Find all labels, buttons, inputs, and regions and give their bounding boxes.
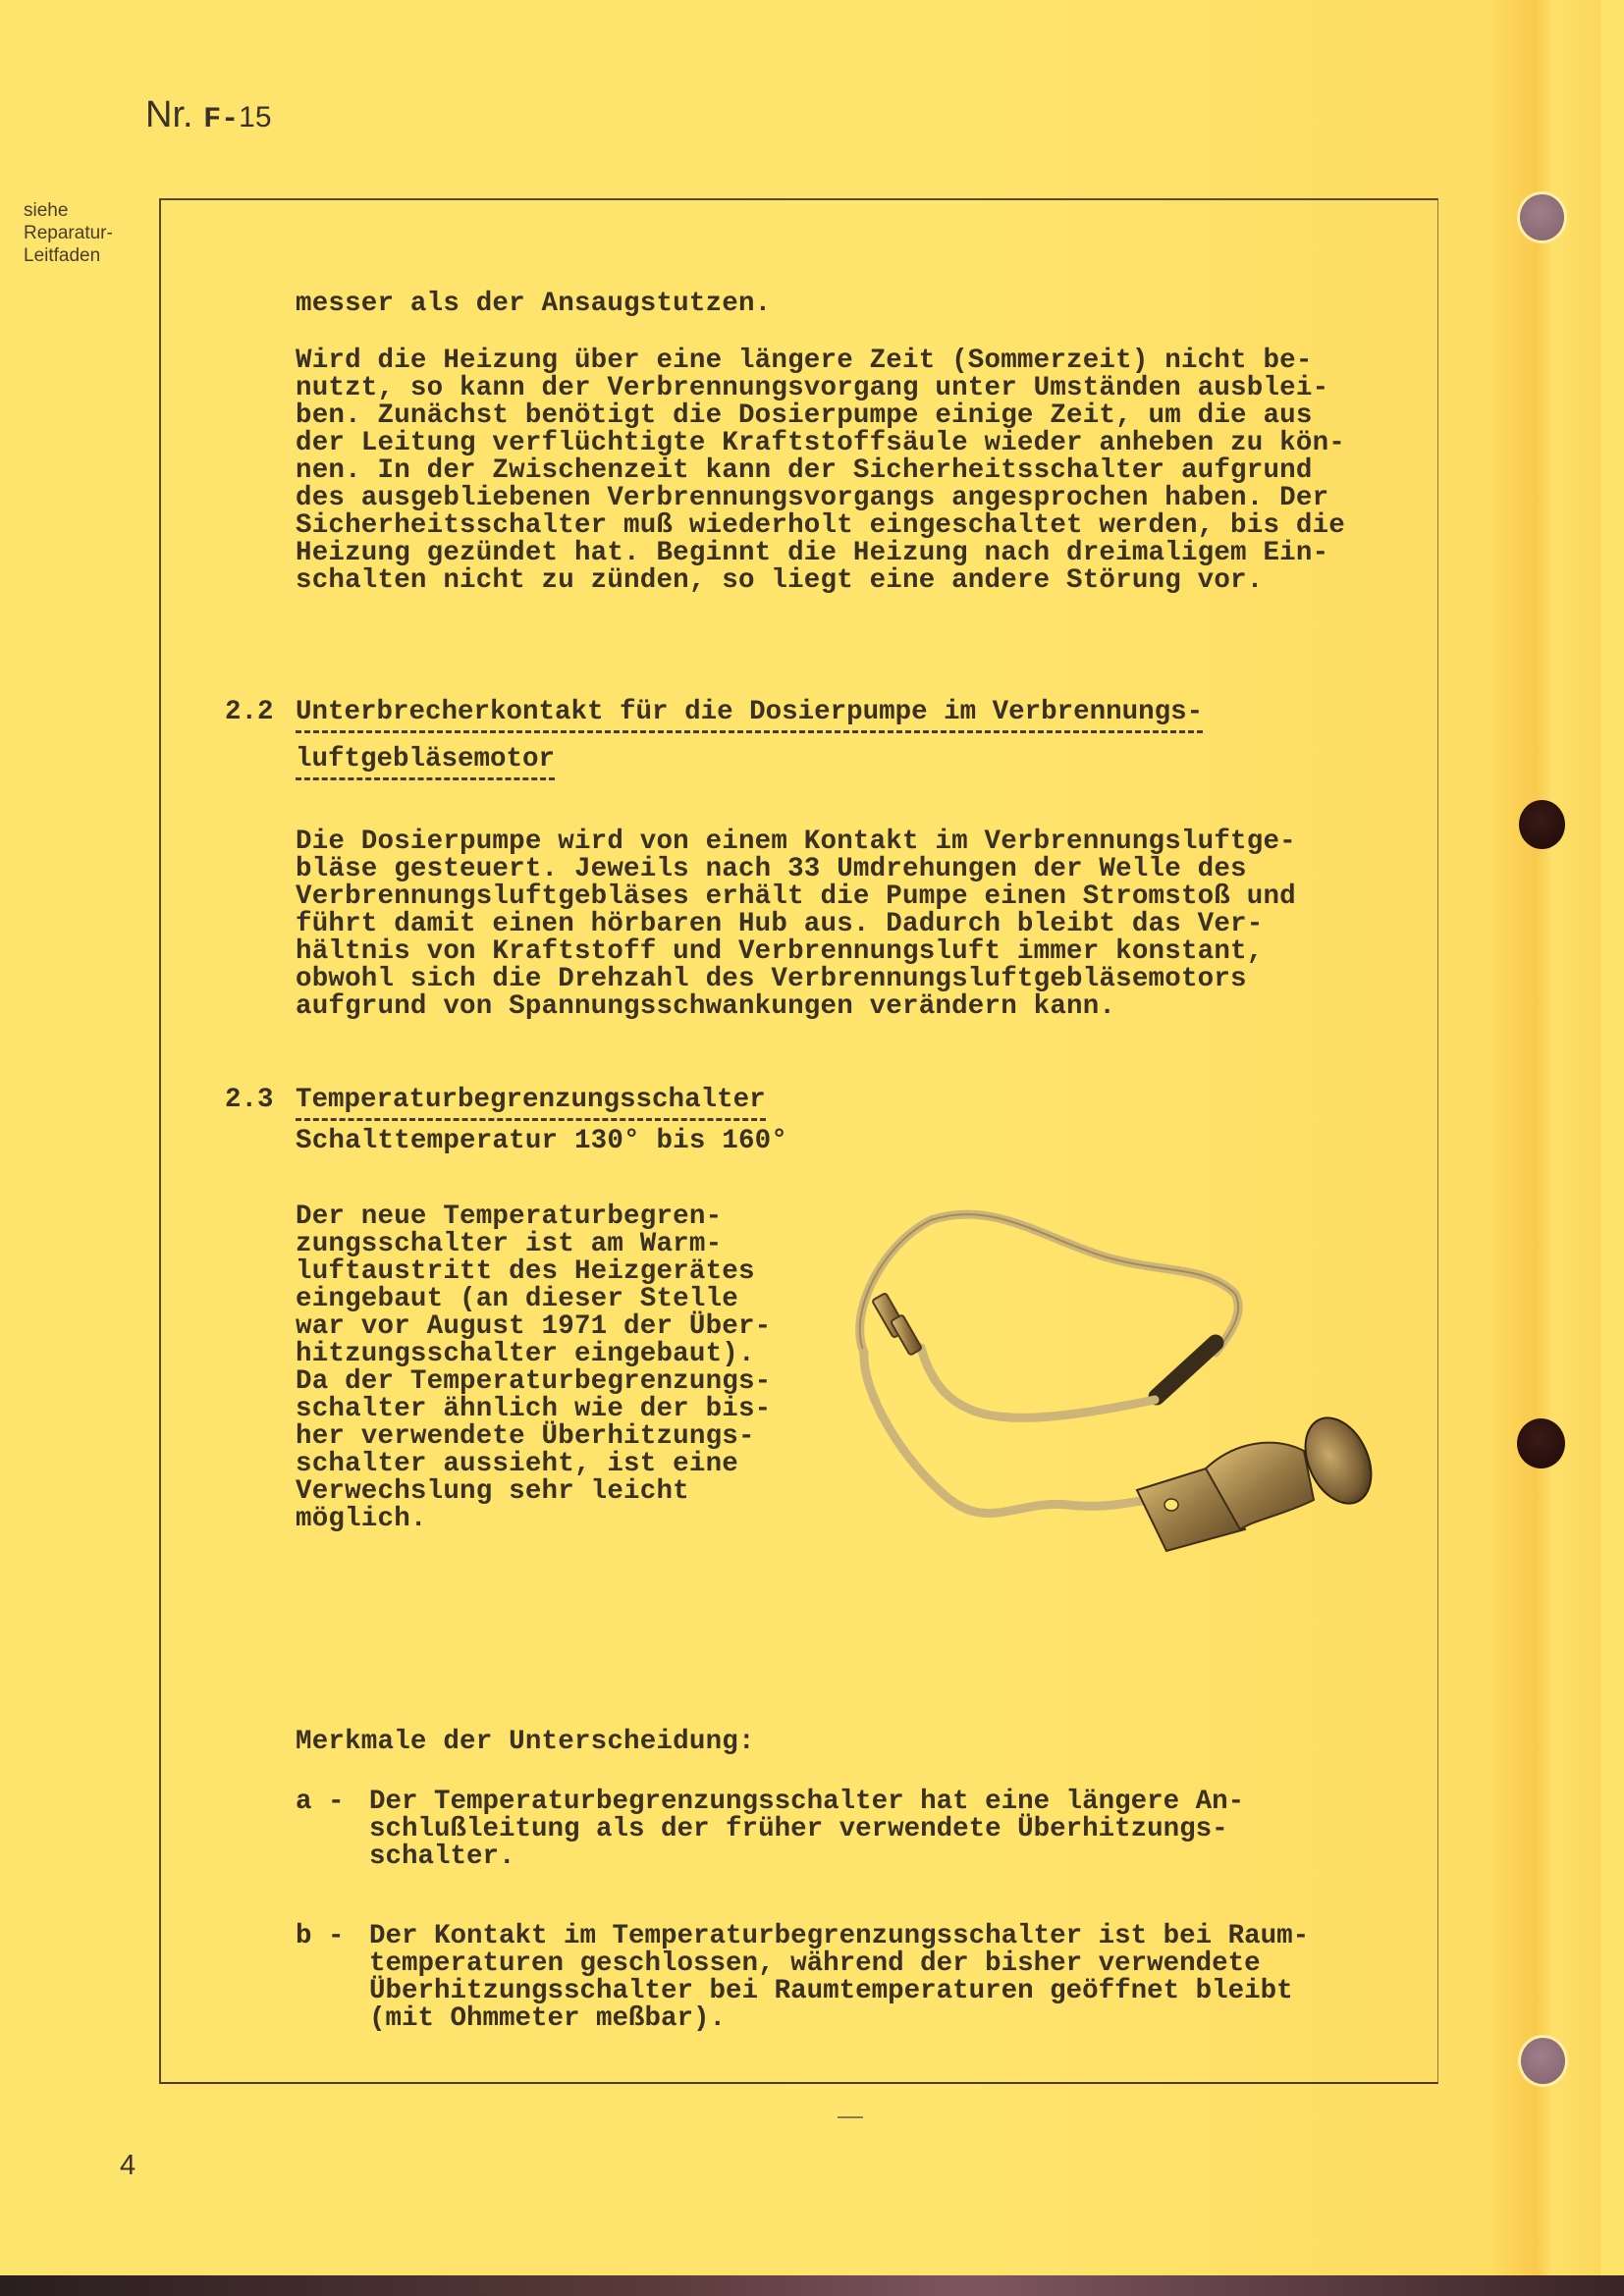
doc-number-prefix: Nr.: [145, 94, 193, 135]
paragraph-line: aufgrund von Spannungsschwankungen verändern kann.: [296, 991, 1116, 1022]
section-number: 2.2: [225, 697, 274, 727]
paragraph-line: bläse gesteuert. Jeweils nach 33 Umdrehungen der Welle des: [296, 854, 1247, 884]
paragraph-line: hältnis von Kraftstoff und Verbrennungsluft immer konstant,: [296, 936, 1264, 967]
item-line: Der Kontakt im Temperaturbegrenzungsschalter ist bei Raum-: [369, 1921, 1310, 1951]
margin-note-line: siehe: [24, 200, 69, 221]
punch-hole-bottom: [1521, 2038, 1565, 2084]
paragraph-line: Da der Temperaturbegrenzungs-: [296, 1366, 772, 1397]
cable-lower: [864, 1353, 1166, 1514]
paragraph-line: eingebaut (an dieser Stelle: [296, 1284, 738, 1314]
paragraph-line: zungsschalter ist am Warm-: [296, 1229, 723, 1259]
document-number: [145, 94, 272, 136]
flat-connector: [872, 1293, 922, 1356]
paragraph-line: her verwendete Überhitzungs-: [296, 1421, 755, 1452]
margin-note-line: Leitfaden: [24, 245, 101, 266]
punch-hole-top: [1520, 194, 1564, 240]
temperature-switch-photo: [842, 1205, 1412, 1578]
item-line: (mit Ohmmeter meßbar).: [369, 2003, 727, 2034]
punch-hole-middle: [1519, 800, 1565, 849]
item-marker: a -: [296, 1787, 345, 1817]
paragraph-line: Verbrennungsluftgebläses erhält die Pumpe einen Stromstoß und: [296, 881, 1296, 912]
paragraph-line: luftaustritt des Heizgerätes: [296, 1256, 755, 1287]
paragraph-line: war vor August 1971 der Über-: [296, 1311, 772, 1342]
paragraph-line: Der neue Temperaturbegren-: [296, 1201, 723, 1232]
switch-body: [1137, 1408, 1384, 1551]
paragraph-line: möglich.: [296, 1504, 427, 1534]
section-title-text: luftgebläsemotor: [296, 744, 555, 780]
section-number: 2.3: [225, 1085, 274, 1115]
page-number: 4: [120, 2150, 136, 2181]
doc-code: F-: [203, 103, 240, 136]
paragraph-line: führt damit einen hörbaren Hub aus. Dadurch bleibt das Ver-: [296, 909, 1264, 939]
section-title-text: Temperaturbegrenzungsschalter: [296, 1085, 766, 1121]
paragraph-line: schalter ähnlich wie der bis-: [296, 1394, 772, 1424]
margin-note-line: Reparatur-: [24, 223, 113, 243]
background-below-page: [0, 2275, 1624, 2296]
distinction-heading: Merkmale der Unterscheidung:: [296, 1727, 755, 1757]
paragraph-line: Heizung gezündet hat. Beginnt die Heizung nach dreimaligem Ein-: [296, 538, 1329, 568]
intro-line: messer als der Ansaugstutzen.: [296, 289, 772, 319]
paragraph-line: des ausgebliebenen Verbrennungsvorgangs angesprochen haben. Der: [296, 483, 1329, 513]
section-subtitle: Schalttemperatur 130° bis 160°: [296, 1126, 788, 1156]
item-line: schlußleitung als der früher verwendete Überhitzungs-: [369, 1814, 1228, 1844]
paragraph-line: obwohl sich die Drehzahl des Verbrennungsluftgebläsemotors: [296, 964, 1247, 994]
cable-inner: [921, 1348, 1155, 1417]
section-title-line: [296, 695, 1203, 730]
paragraph-line: schalten nicht zu zünden, so liegt eine andere Störung vor.: [296, 565, 1264, 596]
section-title-line: [296, 1083, 766, 1118]
item-line: temperaturen geschlossen, während der bisher verwendete: [369, 1949, 1261, 1979]
paragraph-line: nen. In der Zwischenzeit kann der Sicherheitsschalter aufgrund: [296, 455, 1313, 486]
item-line: schalter.: [369, 1842, 515, 1872]
paragraph-line: Sicherheitsschalter muß wiederholt eingeschaltet werden, bis die: [296, 510, 1345, 541]
paragraph-line: ben. Zunächst benötigt die Dosierpumpe einige Zeit, um die aus: [296, 400, 1313, 431]
item-line: Überhitzungsschalter bei Raumtemperaturen geöffnet bleibt: [369, 1976, 1293, 2006]
item-marker: b -: [296, 1921, 345, 1951]
section-title-line: [296, 742, 555, 777]
item-line: Der Temperaturbegrenzungsschalter hat eine längere An-: [369, 1787, 1245, 1817]
paragraph-line: Die Dosierpumpe wird von einem Kontakt im Verbrennungsluftge-: [296, 827, 1296, 857]
paragraph-line: der Leitung verflüchtigte Kraftstoffsäule wieder anheben zu kön-: [296, 428, 1345, 458]
paragraph-line: schalter aussieht, ist eine: [296, 1449, 738, 1479]
margin-note: [24, 199, 113, 267]
section-title-text: Unterbrecherkontakt für die Dosierpumpe im Verbrennungs-: [296, 697, 1203, 733]
paragraph-line: hitzungsschalter eingebaut).: [296, 1339, 755, 1369]
doc-number-value: 15: [239, 101, 272, 133]
stray-dash-mark: [838, 2116, 863, 2118]
paragraph-line: Verwechslung sehr leicht: [296, 1476, 689, 1507]
paragraph-line: nutzt, so kann der Verbrennungsvorgang unter Umständen ausblei-: [296, 373, 1329, 403]
paragraph-line: Wird die Heizung über eine längere Zeit (Sommerzeit) nicht be-: [296, 346, 1313, 376]
punch-hole-lower: [1517, 1418, 1565, 1468]
heat-shrink-sleeve: [1157, 1343, 1216, 1397]
